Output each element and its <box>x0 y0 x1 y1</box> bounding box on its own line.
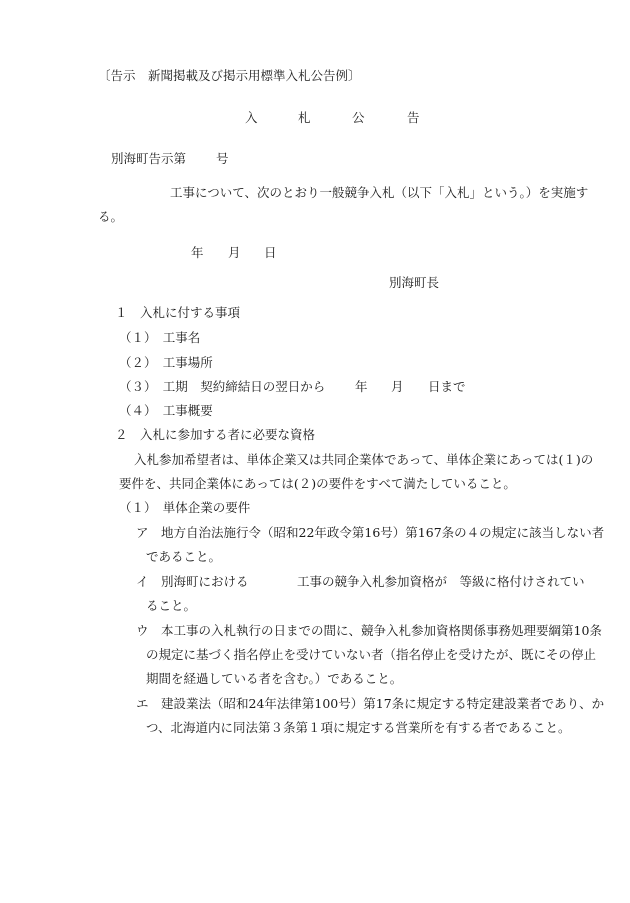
intro-line-1: 工事について、次のとおり一般競争入札（以下「入札」という。）を実施す <box>170 185 589 200</box>
item-e-line-2: つ、北海道内に同法第３条第１項に規定する営業所を有する者であること。 <box>146 720 571 735</box>
section2-heading: ２ 入札に参加する者に必要な資格 <box>115 427 316 442</box>
item-u-line-2: の規定に基づく指名停止を受けていない者（指名停止を受けたが、既にその停止 <box>146 647 597 662</box>
date-day: 日 <box>264 245 277 260</box>
notice-number-prefix: 別海町告示第 <box>111 151 187 166</box>
period-month: 月 <box>391 379 404 394</box>
period-until: 日まで <box>428 379 466 394</box>
item-a-line-2: であること。 <box>146 549 222 564</box>
date-year: 年 <box>191 245 204 260</box>
item-e-line-1: エ 建設業法（昭和24年法律第100号）第17条に規定する特定建設業者であり、か <box>136 696 605 711</box>
title-char-4: 告 <box>407 110 420 125</box>
section2-sub1-heading: （１） 単体企業の要件 <box>119 500 251 515</box>
item-u-line-3: 期間を経過している者を含む。）であること。 <box>146 671 403 686</box>
section1-item-location: （２） 工事場所 <box>119 355 213 370</box>
item-i-line-1b: 工事の競争入札参加資格が 等級に格付けされてい <box>297 574 585 589</box>
item-i-line-2: ること。 <box>146 598 197 613</box>
section1-item-overview: （４） 工事概要 <box>119 403 213 418</box>
header-caption: 〔告示 新聞掲載及び掲示用標準入札公告例〕 <box>98 68 361 83</box>
title-char-1: 入 <box>245 110 258 125</box>
item-u-line-1: ウ 本工事の入札執行の日までの間に、競争入札参加資格関係事務処理要綱第10条 <box>136 623 602 638</box>
item-a-line-1: ア 地方自治法施行令（昭和22年政令第16号）第167条の４の規定に該当しない者 <box>136 525 605 540</box>
period-year: 年 <box>355 379 368 394</box>
title-char-2: 札 <box>298 110 311 125</box>
section1-item-period: （３） 工期 契約締結日の翌日から <box>119 379 326 394</box>
title-char-3: 公 <box>352 110 365 125</box>
item-i-line-1a: イ 別海町における <box>136 574 249 589</box>
section2-paragraph-line-2: 要件を、共同企業体にあっては(２)の要件をすべて満たしていること。 <box>119 476 516 491</box>
section1-item-name: （１） 工事名 <box>119 330 201 345</box>
notice-number-suffix: 号 <box>216 151 229 166</box>
intro-line-2: る。 <box>98 209 124 224</box>
section2-paragraph-line-1: 入札参加希望者は、単体企業又は共同企業体であって、単体企業にあっては(１)の <box>134 452 594 467</box>
issuer: 別海町長 <box>389 275 440 290</box>
section1-heading: １ 入札に付する事項 <box>115 305 241 320</box>
date-month: 月 <box>228 245 241 260</box>
